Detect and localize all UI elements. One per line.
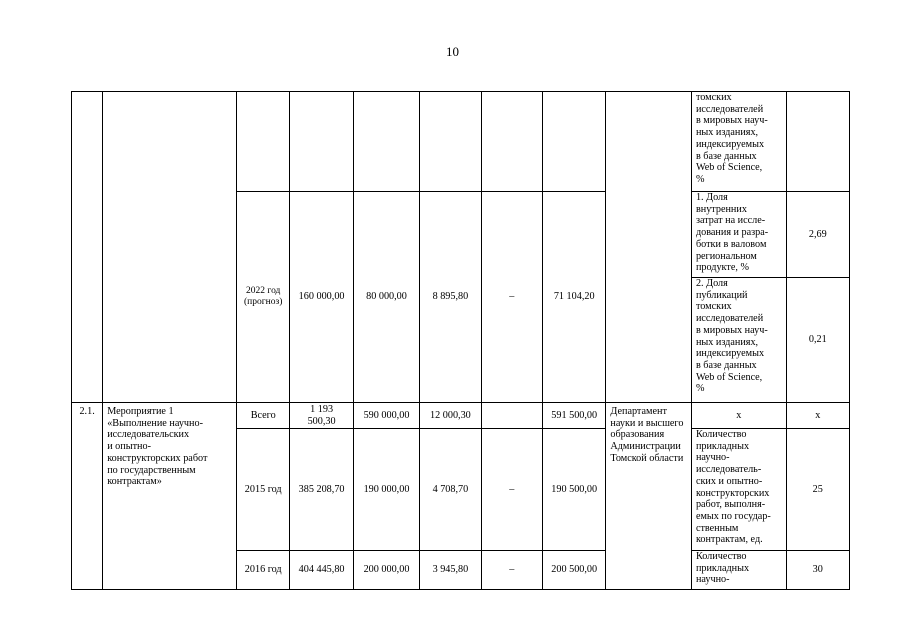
indicator2-value: 0,21	[786, 278, 849, 403]
year-2015-local: –	[481, 429, 542, 551]
total-local	[481, 403, 542, 429]
indicator2-cell: 2. Доля публикаций томских исследователей в мировых науч- ных изданиях, индексируемых в базе данных Web of Science, %	[691, 278, 786, 403]
page-number: 10	[446, 44, 459, 59]
year-2015-extra: 190 500,00	[542, 429, 605, 551]
table-row	[72, 92, 850, 192]
event-name-cell-empty	[103, 92, 237, 403]
regional-cell-empty	[420, 92, 481, 192]
regional-2022-cell: 8 895,80	[420, 192, 481, 403]
year-2016-federal: 200 000,00	[353, 551, 419, 590]
executor: Департамент науки и высшего образования Администрации Томской области	[606, 403, 692, 590]
event-name: Мероприятие 1 «Выполнение научно- исследовательских и опытно- конструкторских работ по государственным контрактам»	[103, 403, 237, 590]
year-2016-local: –	[481, 551, 542, 590]
event-number: 2.1.	[72, 403, 103, 590]
total-total: 1 193 500,30	[290, 403, 353, 429]
total-regional: 12 000,30	[420, 403, 481, 429]
indicator-cont-cell: томских исследователей в мировых науч- ных изданиях, индексируемых в базе данных Web of Science, %	[691, 92, 786, 192]
federal-cell-empty	[353, 92, 419, 192]
executor-cell-empty	[606, 92, 692, 403]
indicator1-cell: 1. Доля внутренних затрат на иссле- дования и разра- ботки в валовом региональном продукте, %	[691, 192, 786, 278]
indicator-cont-value-empty	[786, 92, 849, 192]
federal-2022-cell: 80 000,00	[353, 192, 419, 403]
extra-2022-cell: 71 104,20	[542, 192, 605, 403]
year-2016-label: 2016 год	[237, 551, 290, 590]
total-value: х	[786, 403, 849, 429]
year-2015-value: 25	[786, 429, 849, 551]
year-2015-indicator: Количество прикладных научно- исследователь- ских и опытно- конструкторских работ, выполня- емых по государ- ственным контрактам, ед.	[691, 429, 786, 551]
total-2022-cell: 160 000,00	[290, 192, 353, 403]
year-2016-value: 30	[786, 551, 849, 590]
extra-cell-empty	[542, 92, 605, 192]
table-row	[72, 403, 850, 429]
local-cell-empty	[481, 92, 542, 192]
year-2016-indicator: Количество прикладных научно-	[691, 551, 786, 590]
program-table	[71, 91, 850, 590]
total-extra: 591 500,00	[542, 403, 605, 429]
total-indicator: х	[691, 403, 786, 429]
year-2016-extra: 200 500,00	[542, 551, 605, 590]
total-federal: 590 000,00	[353, 403, 419, 429]
year-2015-total: 385 208,70	[290, 429, 353, 551]
year-2022-cell: 2022 год (прогноз)	[237, 192, 290, 403]
year-2015-label: 2015 год	[237, 429, 290, 551]
total-label: Всего	[237, 403, 290, 429]
number-cell-empty	[72, 92, 103, 403]
year-2015-federal: 190 000,00	[353, 429, 419, 551]
local-2022-cell: –	[481, 192, 542, 403]
year-2016-total: 404 445,80	[290, 551, 353, 590]
indicator1-value: 2,69	[786, 192, 849, 278]
year-2016-regional: 3 945,80	[420, 551, 481, 590]
year-cell-empty	[237, 92, 290, 192]
total-cell-empty	[290, 92, 353, 192]
year-2015-regional: 4 708,70	[420, 429, 481, 551]
